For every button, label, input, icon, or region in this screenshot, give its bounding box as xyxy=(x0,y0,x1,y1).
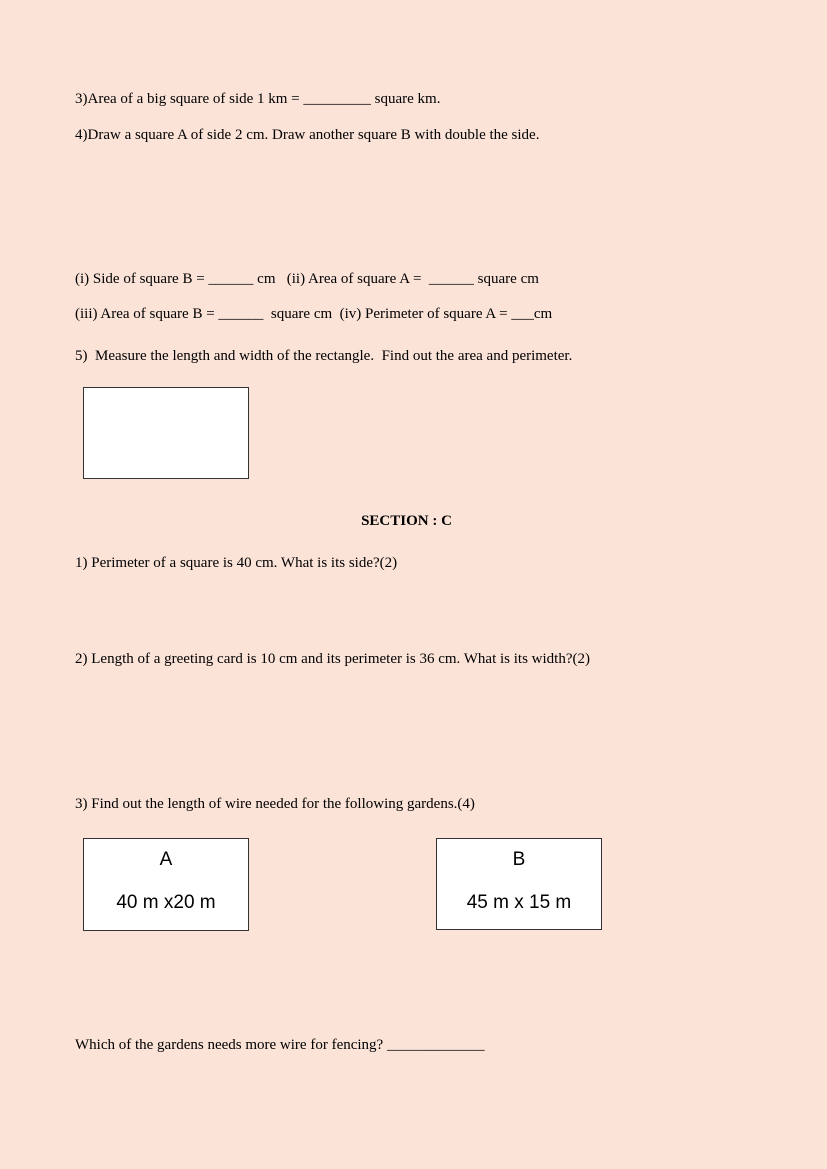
question-c3-followup: Which of the gardens needs more wire for fencing? _____________ xyxy=(75,1037,485,1053)
question-b5: 5) Measure the length and width of the rectangle. Find out the area and perimeter. xyxy=(75,348,573,364)
question-c3: 3) Find out the length of wire needed for the following gardens.(4) xyxy=(75,796,475,812)
section-c-heading: SECTION : C xyxy=(361,513,452,529)
garden-a-label: A xyxy=(159,849,173,870)
question-b3: 3)Area of a big square of side 1 km = _________ square km. xyxy=(75,91,441,107)
question-c2: 2) Length of a greeting card is 10 cm and its perimeter is 36 cm. What is its width?(2) xyxy=(75,651,591,667)
garden-a-dimensions: 40 m x20 m xyxy=(116,892,216,913)
question-b4: 4)Draw a square A of side 2 cm. Draw another square B with double the side. xyxy=(75,127,540,143)
garden-b-dimensions: 45 m x 15 m xyxy=(466,892,572,913)
question-c1: 1) Perimeter of a square is 40 cm. What is its side?(2) xyxy=(75,555,398,571)
question-b4-parts-line2: (iii) Area of square B = ______ square cm (iv) Perimeter of square A = ___cm xyxy=(75,306,553,322)
garden-b-label: B xyxy=(512,849,526,870)
rectangle-to-measure xyxy=(83,387,249,479)
question-b4-parts-line1: (i) Side of square B = ______ cm (ii) Area of square A = ______ square cm xyxy=(75,271,539,287)
garden-a-box xyxy=(83,838,249,931)
garden-b-box xyxy=(436,838,602,930)
